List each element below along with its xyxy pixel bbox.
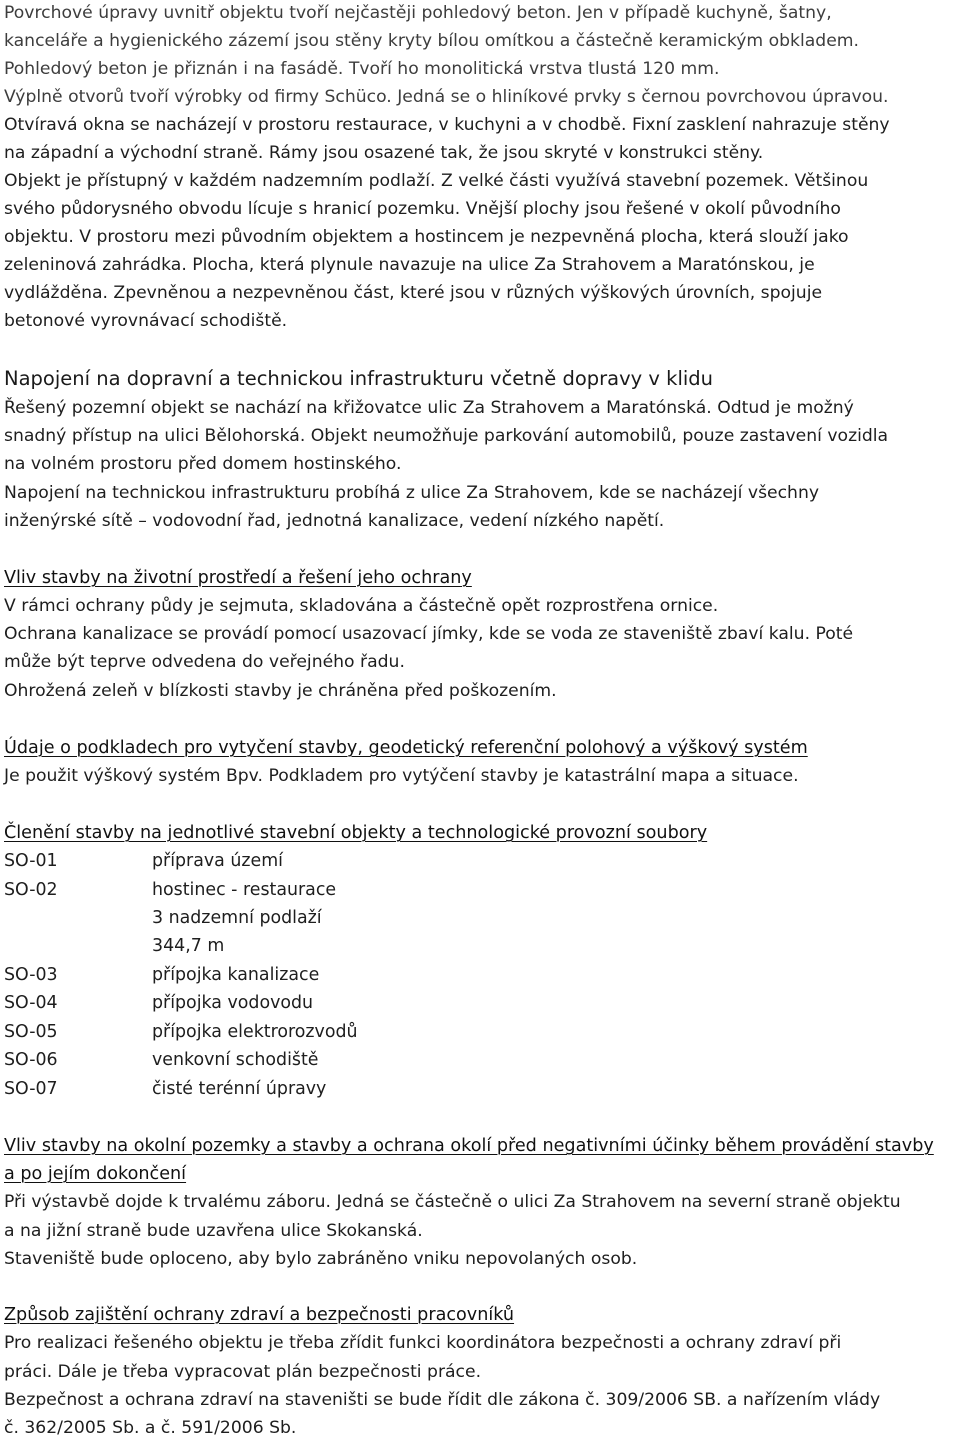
object-desc: přípojka kanalizace [152, 965, 320, 985]
object-desc: 3 nadzemní podlaží [152, 908, 322, 928]
section-heading: Vliv stavby na okolní pozemky a stavby a ochrana okolí před negativními účinky během provádění stavby [4, 1136, 934, 1156]
text-line: na západní a východní straně. Rámy jsou osazené tak, že jsou skryté v konstrukci stěny. [4, 143, 764, 163]
text-line: Bezpečnost a ochrana zdraví na staveništi se bude řídit dle zákona č. 309/2006 SB. a nařízením vlády [4, 1390, 881, 1410]
text-line: a na jižní straně bude uzavřena ulice Skokanská. [4, 1221, 423, 1241]
text-line: na volném prostoru před domem hostinského. [4, 454, 402, 474]
section-heading: Členění stavby na jednotlivé stavební objekty a technologické provozní soubory [4, 823, 708, 843]
object-code: SO-01 [4, 851, 58, 871]
text-line: Je použit výškový systém Bpv. Podkladem pro vytýčení stavby je katastrální mapa a situace. [4, 766, 799, 786]
object-desc: čisté terénní úpravy [152, 1079, 327, 1099]
text-line: Řešený pozemní objekt se nachází na křižovatce ulic Za Strahovem a Maratónská. Odtud je možný [4, 398, 854, 418]
object-desc: přípojka elektrorozvodů [152, 1022, 358, 1042]
object-desc: příprava území [152, 851, 283, 871]
text-line: inženýrské sítě – vodovodní řad, jednotná kanalizace, vedení nízkého napětí. [4, 511, 665, 531]
section-heading: Způsob zajištění ochrany zdraví a bezpečnosti pracovníků [4, 1305, 515, 1325]
text-line: Pro realizaci řešeného objektu je třeba zřídit funkci koordinátora bezpečnosti a ochrany zdraví při [4, 1333, 842, 1353]
object-code: SO-07 [4, 1079, 58, 1099]
object-desc: přípojka vodovodu [152, 993, 314, 1013]
text-line: svého půdorysného obvodu lícuje s hranicí pozemku. Vnější plochy jsou řešené v okolí původního [4, 199, 841, 219]
text-line: Při výstavbě dojde k trvalému záboru. Jedná se částečně o ulici Za Strahovem na severní straně objektu [4, 1192, 901, 1212]
text-line: práci. Dále je třeba vypracovat plán bezpečnosti práce. [4, 1362, 482, 1382]
object-code: SO-03 [4, 965, 58, 985]
object-code: SO-06 [4, 1050, 58, 1070]
text-line: Pohledový beton je přiznán i na fasádě. Tvoří ho monolitická vrstva tlustá 120 mm. [4, 59, 720, 79]
text-line: Výplně otvorů tvoří výrobky od firmy Schüco. Jedná se o hliníkové prvky s černou povrchovou úpravou. [4, 87, 889, 107]
object-code: SO-05 [4, 1022, 58, 1042]
object-desc: venkovní schodiště [152, 1050, 319, 1070]
section-heading: Vliv stavby na životní prostředí a řešení jeho ochrany [4, 568, 472, 588]
object-code: SO-04 [4, 993, 58, 1013]
section-heading: a po jejím dokončení [4, 1164, 187, 1184]
section-heading: Napojení na dopravní a technickou infrastrukturu včetně dopravy v klidu [4, 367, 714, 390]
text-line: kanceláře a hygienického zázemí jsou stěny kryty bílou omítkou a částečně keramickým obkladem. [4, 31, 859, 51]
text-line: Povrchové úpravy uvnitř objektu tvoří nejčastěji pohledový beton. Jen v případě kuchyně, šatny, [4, 3, 832, 23]
text-line: V rámci ochrany půdy je sejmuta, skladována a částečně opět rozprostřena ornice. [4, 596, 719, 616]
object-code: SO-02 [4, 880, 58, 900]
text-line: Ohrožená zeleň v blízkosti stavby je chráněna před poškozením. [4, 681, 557, 701]
text-line: snadný přístup na ulici Bělohorská. Objekt neumožňuje parkování automobilů, pouze zastavení vozidla [4, 426, 889, 446]
object-desc: 344,7 m [152, 936, 225, 956]
text-line: zeleninová zahrádka. Plocha, která plynule navazuje na ulice Za Strahovem a Maratónskou, je [4, 255, 815, 275]
text-line: Staveniště bude oploceno, aby bylo zabráněno vniku nepovolaných osob. [4, 1249, 638, 1269]
text-line: vydlážděna. Zpevněnou a nezpevněnou část, které jsou v různých výškových úrovních, spojuje [4, 283, 823, 303]
text-line: může být teprve odvedena do veřejného řadu. [4, 652, 405, 672]
text-line: č. 362/2005 Sb. a č. 591/2006 Sb. [4, 1418, 297, 1438]
text-line: objektu. V prostoru mezi původním objektem a hostincem je nezpevněná plocha, která slouží jako [4, 227, 849, 247]
text-line: Napojení na technickou infrastrukturu probíhá z ulice Za Strahovem, kde se nacházejí všechny [4, 483, 820, 503]
text-line: Ochrana kanalizace se provádí pomocí usazovací jímky, kde se voda ze staveniště zbaví kalu. Poté [4, 624, 854, 644]
section-heading: Údaje o podkladech pro vytyčení stavby, geodetický referenční polohový a výškový systém [4, 738, 808, 758]
text-line: Objekt je přístupný v každém nadzemním podlaží. Z velké části využívá stavební pozemek. Většinou [4, 171, 869, 191]
object-desc: hostinec - restaurace [152, 880, 337, 900]
text-line: betonové vyrovnávací schodiště. [4, 311, 288, 331]
text-line: Otvíravá okna se nacházejí v prostoru restaurace, v kuchyni a v chodbě. Fixní zasklení nahrazuje stěny [4, 115, 890, 135]
